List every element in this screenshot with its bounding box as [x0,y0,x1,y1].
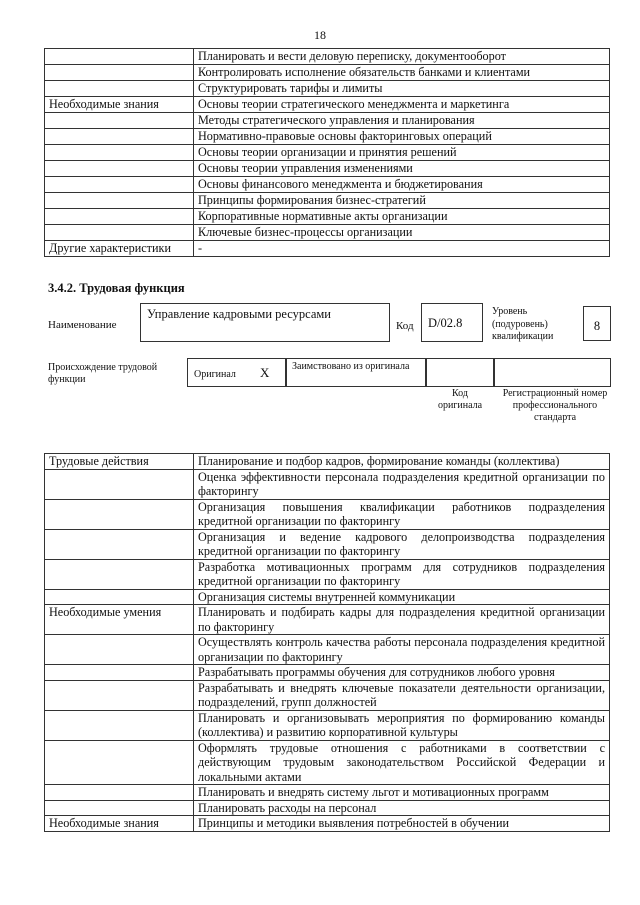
origin-code-caption: Код оригинала [437,388,483,411]
row-label [45,113,194,129]
level-label: Уровень (подуровень) квалификации [492,306,554,342]
row-label [45,81,194,97]
origin-label: Происхождение трудовой функции [48,362,158,385]
row-value: Основы финансового менеджмента и бюджетирования [194,177,610,193]
table-row [45,605,610,635]
row-value: Нормативно-правовые основы факторинговых операций [194,129,610,145]
row-value: Основы теории стратегического менеджмента и маркетинга [194,97,610,113]
table-row [45,559,610,589]
code-value: D/02.8 [428,316,463,330]
labor-actions-table [44,453,610,832]
table-row [45,49,610,65]
table-row [45,800,610,816]
row-value: Организация повышения квалификации работников подразделения кредитной организации по факторингу [194,499,610,529]
table-row [45,454,610,470]
row-label [45,559,194,589]
row-label: Трудовые действия [45,454,194,470]
row-value: Оформлять трудовые отношения с работниками в соответствии с действующим трудовым законодательством Российской Федерации и локальными актами [194,740,610,785]
row-value: Корпоративные нормативные акты организации [194,209,610,225]
row-label [45,529,194,559]
row-label [45,469,194,499]
row-value: Контролировать исполнение обязательств банками и клиентами [194,65,610,81]
page-number: 18 [314,28,326,42]
table-row [45,145,610,161]
table-row [45,680,610,710]
row-label: Другие характеристики [45,241,194,257]
name-value-box [140,303,390,342]
table-row [45,161,610,177]
table-row [45,665,610,681]
table-row [45,785,610,801]
table-row [45,225,610,241]
origin-code-box [425,358,495,387]
row-value: Планировать и подбирать кадры для подразделения кредитной организации по факторингу [194,605,610,635]
row-label [45,161,194,177]
original-mark: X [260,365,270,380]
row-value: Ключевые бизнес-процессы организации [194,225,610,241]
row-label [45,129,194,145]
row-value: - [194,241,610,257]
row-label [45,499,194,529]
row-label [45,209,194,225]
table-row [45,529,610,559]
row-label [45,785,194,801]
table-row [45,129,610,145]
row-value: Планировать и вести деловую переписку, документооборот [194,49,610,65]
row-value: Организация системы внутренней коммуникации [194,589,610,605]
row-value: Структурировать тарифы и лимиты [194,81,610,97]
row-value: Осуществлять контроль качества работы персонала подразделения кредитной организации по факторингу [194,635,610,665]
table-row [45,710,610,740]
code-label: Код [396,320,414,332]
row-label [45,635,194,665]
table-row [45,113,610,129]
borrowed-box [285,358,427,387]
row-label: Необходимые знания [45,816,194,832]
original-box [187,358,287,387]
row-value: Организация и ведение кадрового делопроизводства подразделения кредитной организации по факторингу [194,529,610,559]
row-value: Принципы формирования бизнес-стратегий [194,193,610,209]
row-label [45,589,194,605]
original-label: Оригинал [194,369,236,380]
name-value: Управление кадровыми ресурсами [147,307,331,321]
level-value: 8 [593,319,601,333]
reg-number-caption: Регистрационный номер профессионального стандарта [502,388,608,423]
row-value: Планировать расходы на персонал [194,800,610,816]
row-label [45,225,194,241]
table-row [45,469,610,499]
row-label [45,145,194,161]
row-label [45,65,194,81]
row-value: Методы стратегического управления и планирования [194,113,610,129]
table-row [45,97,610,113]
row-label [45,49,194,65]
borrowed-label: Заимствовано из оригинала [292,361,410,372]
row-label [45,710,194,740]
row-value: Основы теории управления изменениями [194,161,610,177]
table-row [45,740,610,785]
table-row [45,193,610,209]
row-value: Принципы и методики выявления потребностей в обучении [194,816,610,832]
row-value: Оценка эффективности персонала подразделения кредитной организации по факторингу [194,469,610,499]
section-title: 3.4.2. Трудовая функция [48,281,185,295]
level-value-box [583,306,611,341]
table-row [45,241,610,257]
table-row [45,589,610,605]
table-row [45,209,610,225]
table-row [45,499,610,529]
row-label [45,740,194,785]
row-value: Разрабатывать и внедрять ключевые показатели деятельности организации, подразделений, групп должностей [194,680,610,710]
row-value: Разработка мотивационных программ для сотрудников подразделения кредитной организации по факторингу [194,559,610,589]
skills-knowledge-table-continued [44,48,610,257]
table-row [45,65,610,81]
row-value: Планирование и подбор кадров, формирование команды (коллектива) [194,454,610,470]
table-row [45,177,610,193]
table-row [45,81,610,97]
table-row [45,816,610,832]
row-label [45,800,194,816]
row-value: Планировать и внедрять систему льгот и мотивационных программ [194,785,610,801]
row-value: Планировать и организовывать мероприятия по формированию команды (коллектива) и развитию корпоративной культуры [194,710,610,740]
row-label: Необходимые знания [45,97,194,113]
row-label: Необходимые умения [45,605,194,635]
row-value: Основы теории организации и принятия решений [194,145,610,161]
code-value-box [421,303,483,342]
reg-number-box [493,358,611,387]
table-row [45,635,610,665]
name-label: Наименование [48,319,117,331]
row-label [45,665,194,681]
row-label [45,193,194,209]
row-value: Разрабатывать программы обучения для сотрудников любого уровня [194,665,610,681]
row-label [45,680,194,710]
row-label [45,177,194,193]
